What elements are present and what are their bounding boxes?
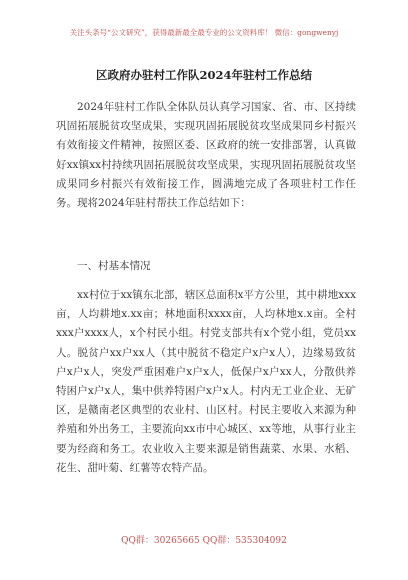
- document-title: 区政府办驻村工作队2024年驻村工作总结: [95, 68, 312, 82]
- intro-paragraph: 2024年驻村工作队全体队员认真学习国家、省、市、区持续巩固拓展脱贫攻坚成果，实现巩固拓展脱贫攻坚成果同乡村振兴有效衔接文件精神，按照区委、区政府的统一安排部署，认真做好xx镇xx村持续巩固拓展脱贫攻坚成果，实现巩固拓展脱贫攻坚成果同乡村振兴有效衔接工作，圆满地完成了各项驻村工作任务。现将2024年驻村帮扶工作总结如下：: [56, 101, 356, 210]
- footer-qq-groups: QQ群：30265665 QQ群：535304092: [121, 536, 287, 546]
- village-basics-paragraph: xx村位于xx镇东北部，辖区总面积x平方公里，其中耕地xxx亩，人均耕地x.xx亩；林地面积xxxx亩，人均林地x.x亩。全村xxx户xxxx人，x个村民小组。村党支部共有x个党小组，党员xx人。脱贫户xx户xx人（其中脱贫不稳定户x户x人），边缘易致贫户x户x人，突发严重困难户x户x人，低保户x户xx人，分散供养特困户x户x人，集中供养特困户x户x人。村内无工业企业、无矿区，是赣南老区典型的农业村、山区村。村民主要收入来源为种养殖和外出务工，主要流向xx市中心城区、xx等地，从事行业主要为经商和务工。农业收入主要来源是销售蔬菜、水果、水稻、花生、甜叶菊、红薯等农特产品。: [56, 289, 356, 474]
- header-promo-note: 关注头条号“公文研究”，获得最新最全最专业的公文资料库！ 微信：gongwenyj: [69, 28, 339, 37]
- section-heading-village-basics: 一、村基本情况: [77, 260, 151, 272]
